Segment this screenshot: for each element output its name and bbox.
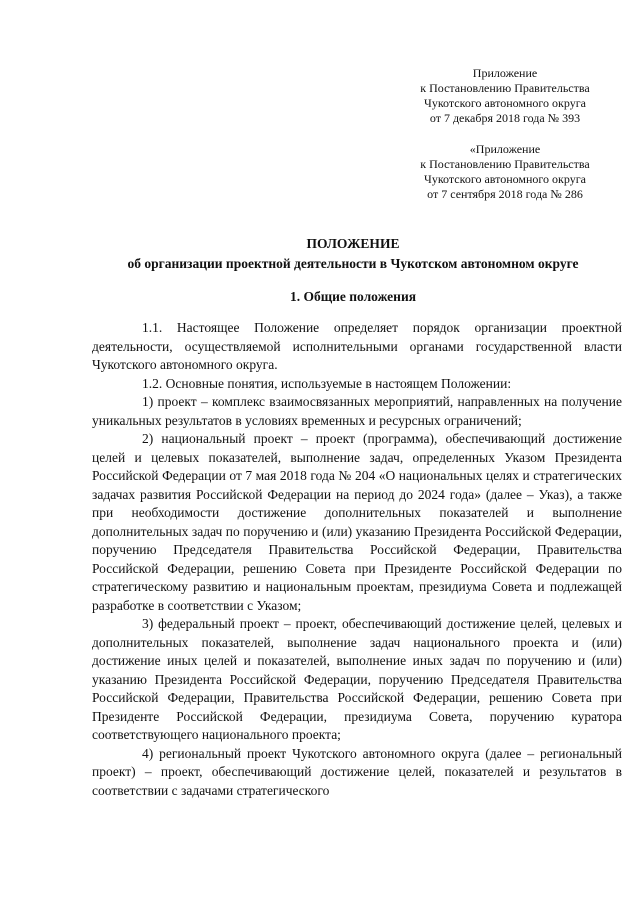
section-heading: 1. Общие положения — [289, 289, 417, 304]
appendix-date-number: от 7 сентября 2018 года № 286 — [427, 187, 583, 201]
appendix-header-current — [390, 66, 620, 126]
appendix-label: «Приложение — [469, 142, 541, 156]
definition-national-project: 2) национальный проект – проект (программа), обеспечивающий достижение целей и целевых показателей, выполнение задач, определенных Указом Президента Российской Федерации от 7 мая 2018 года № 204 «О национальных целях и стратегических задачах развития Российской Федерации на период до 2024 года» (далее – Указ), а также при необходимости достижение дополнительных показателей и выполнение дополнительных задач по поручению и (или) указанию Президента Российской Федерации, поручению Председателя Правительства Российской Федерации, Правительства Российской Федерации, решению Совета при Президенте Российской Федерации по стратегическому развитию и национальным проектам, президиума Совета и подлежащей разработке в соответствии с Указом; — [92, 431, 622, 613]
appendix-resolution-ref: к Постановлению Правительства — [420, 157, 590, 171]
appendix-region: Чукотского автономного округа — [424, 96, 586, 110]
definition-federal-project: 3) федеральный проект – проект, обеспечивающий достижение целей, целевых и дополнительных показателей, выполнение задач национального проекта и (или) достижение иных целей и показателей, выполнение иных задач по поручению и (или) указанию Президента Российской Федерации, поручению Председателя Правительства Российской Федерации, Правительства Российской Федерации, решению Совета при Президенте Российской Федерации, президиума Совета, поручению куратора соответствующего национального проекта; — [92, 616, 622, 742]
document-body — [92, 319, 622, 800]
appendix-header-amended — [390, 142, 620, 202]
document-title: ПОЛОЖЕНИЕ — [306, 236, 400, 251]
definition-project: 1) проект – комплекс взаимосвязанных мероприятий, направленных на получение уникальных результатов в условиях временных и ресурсных ограничений; — [92, 394, 622, 428]
appendix-date-number: от 7 декабря 2018 года № 393 — [429, 111, 581, 125]
appendix-region: Чукотского автономного округа — [424, 172, 586, 186]
paragraph-1-1: 1.1. Настоящее Положение определяет порядок организации проектной деятельности, осуществляемой исполнительными органами государственной власти Чукотского автономного округа. — [92, 320, 622, 372]
document-subtitle: об организации проектной деятельности в Чукотском автономном округе — [127, 256, 579, 271]
appendix-resolution-ref: к Постановлению Правительства — [420, 81, 590, 95]
paragraph-1-2: 1.2. Основные понятия, используемые в настоящем Положении: — [142, 375, 512, 391]
definition-regional-project: 4) региональный проект Чукотского автономного округа (далее – региональный проект) – проект, обеспечивающий достижение целей, показателей и результатов в соответствии с задачами стратегического — [92, 745, 622, 798]
appendix-label: Приложение — [472, 66, 538, 80]
